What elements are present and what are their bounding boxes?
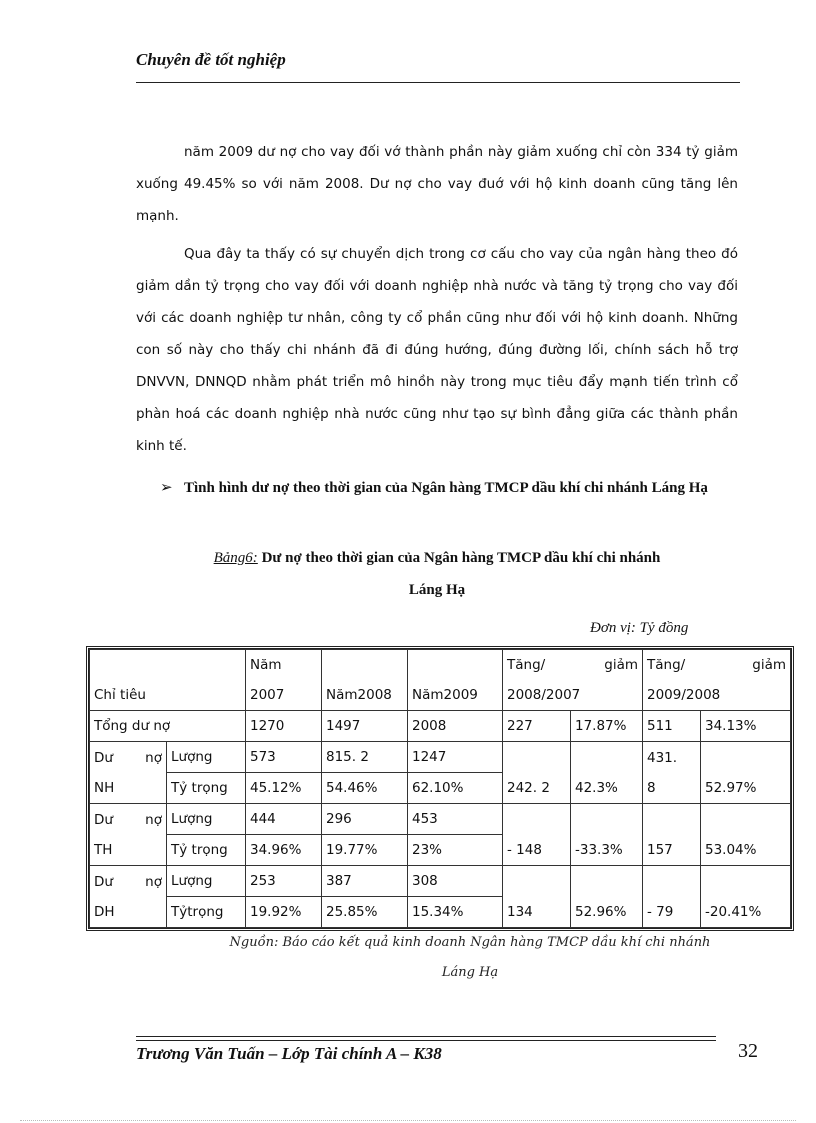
section-bullet [160,472,740,504]
dh-amount-2008: 387 [322,866,408,897]
dh-pct2: -20.41% [701,866,791,928]
header-chi-tieu: Chỉ tiêu [90,650,246,711]
debt-table [89,649,791,928]
nh-pct1: 42.3% [571,742,643,804]
table-caption-text: Dư nợ theo thời gian của Ngân hàng TMCP dầu khí chi nhánh [257,550,661,566]
th-share-2007: 34.96% [246,835,322,866]
nh-change2 [643,742,701,804]
header-2007-line1: Năm [250,657,282,673]
nh-change1: 242. 2 [503,742,571,804]
th-share-2008: 19.77% [322,835,408,866]
page-header-title: Chuyên đề tốt nghiệp [136,50,286,69]
dh-label-word2: nợ [145,873,162,890]
nh-amount-2008: 815. 2 [322,742,408,773]
dh-share-2007: 19.92% [246,897,322,928]
dh-change2: - 79 [643,866,701,928]
th-label-word2: nợ [145,811,162,828]
th-label [90,804,167,866]
header-2007-line2: 2007 [250,687,285,703]
nh-amount-2007: 573 [246,742,322,773]
nh-share-2007: 45.12% [246,773,322,804]
dh-share-2009: 15.34% [408,897,503,928]
th-amount-2007: 444 [246,804,322,835]
th-pct2: 53.04% [701,804,791,866]
total-change1: 227 [503,711,571,742]
th-change1: - 148 [503,804,571,866]
header-change2-word2: giảm [752,657,786,673]
arrow-bullet-icon: ➢ [160,480,173,496]
nh-amount-label: Lượng [167,742,246,773]
header-change-2009-2008 [643,650,791,711]
dh-share-label: Tỷtrọng [167,897,246,928]
th-share-2009: 23% [408,835,503,866]
table-source [200,928,740,988]
header-change1-word1: Tăng/ [507,657,546,673]
source-line2: Láng Hạ [441,965,499,980]
footer-divider [136,1036,716,1037]
table-frame [86,646,794,931]
table-row-th-amount [90,804,791,835]
nh-share-2008: 54.46% [322,773,408,804]
total-pct2: 34.13% [701,711,791,742]
header-change1-word2: giảm [604,657,638,673]
header-change2-word1: Tăng/ [647,657,686,673]
dh-amount-2007: 253 [246,866,322,897]
total-label: Tổng dư nợ [90,711,246,742]
total-2007: 1270 [246,711,322,742]
th-label-word1: Dư [94,811,113,828]
th-amount-label: Lượng [167,804,246,835]
table-row-total [90,711,791,742]
footer-divider-thin [136,1040,716,1041]
page-number: 32 [738,1040,758,1062]
th-pct1: -33.3% [571,804,643,866]
section-heading: Tình hình dư nợ theo thời gian của Ngân hàng TMCP dầu khí chi nhánh Láng Hạ [184,480,708,496]
dh-amount-label: Lượng [167,866,246,897]
paragraph-1: năm 2009 dư nợ cho vay đối vớ thành phần này giảm xuống chỉ còn 334 tỷ giảm xuống 49.45% so với năm 2008. Dư nợ cho vay đuớ với hộ kinh doanh cũng tăng lên mạnh. [136,144,738,224]
nh-label-code: NH [94,779,115,796]
table-header-row [90,650,791,711]
footer-author: Trương Văn Tuấn – Lớp Tài chính A – K38 [136,1044,442,1063]
nh-label-word2: nợ [145,749,162,766]
dh-pct1: 52.96% [571,866,643,928]
header-2008: Năm2008 [322,650,408,711]
nh-change2-line2: 8 [647,779,656,796]
dh-change1: 134 [503,866,571,928]
dh-label-word1: Dư [94,873,113,890]
nh-label-word1: Dư [94,749,113,766]
source-line1: Nguồn: Báo cáo kết quả kinh doanh Ngân hàng TMCP dầu khí chi nhánh [229,935,711,950]
dh-amount-2009: 308 [408,866,503,897]
header-divider [136,82,740,83]
dh-label [90,866,167,928]
table-caption-label: Bảng6: [213,550,258,566]
paragraph-2: Qua đây ta thấy có sự chuyển dịch trong cơ cấu cho vay của ngân hàng theo đó giảm dần tỷ trọng cho vay đối với doanh nghiệp nhà nước và tăng tỷ trọng cho vay đối với các doanh nghiệp tư nhân, công ty cổ phần cũng như đối với hộ kinh doanh. Những con số này cho thấy chi nhánh đã đi đúng hướng, đúng đường lối, chính sách hỗ trợ DNVVN, DNNQD nhằm phát triển mô hinồh này trong mục tiêu đẩy mạnh tiến trình cổ phàn hoá các doanh nghiệp nhà nước cũng như tạo sự bình đẳng giữa các thành phần kinh tế. [136,246,738,454]
total-2008: 1497 [322,711,408,742]
table-row-nh-amount [90,742,791,773]
th-label-code: TH [94,841,113,858]
total-change2: 511 [643,711,701,742]
nh-share-label: Tỷ trọng [167,773,246,804]
table-caption-line2: Láng Hạ [408,582,466,598]
header-change2-period: 2009/2008 [647,687,721,703]
th-change2: 157 [643,804,701,866]
header-change-2008-2007 [503,650,643,711]
nh-pct2: 52.97% [701,742,791,804]
nh-amount-2009: 1247 [408,742,503,773]
unit-label: Đơn vị: Tỷ đồng [590,620,689,636]
dh-label-code: DH [94,903,115,920]
page-bottom-edge [20,1120,796,1121]
total-pct1: 17.87% [571,711,643,742]
nh-label [90,742,167,804]
th-amount-2008: 296 [322,804,408,835]
th-amount-2009: 453 [408,804,503,835]
nh-share-2009: 62.10% [408,773,503,804]
th-share-label: Tỷ trọng [167,835,246,866]
header-change1-period: 2008/2007 [507,687,581,703]
header-2007 [246,650,322,711]
nh-change2-line1: 431. [647,749,678,766]
header-2009: Năm2009 [408,650,503,711]
total-2009: 2008 [408,711,503,742]
table-row-dh-amount [90,866,791,897]
dh-share-2008: 25.85% [322,897,408,928]
table-caption [136,542,738,606]
